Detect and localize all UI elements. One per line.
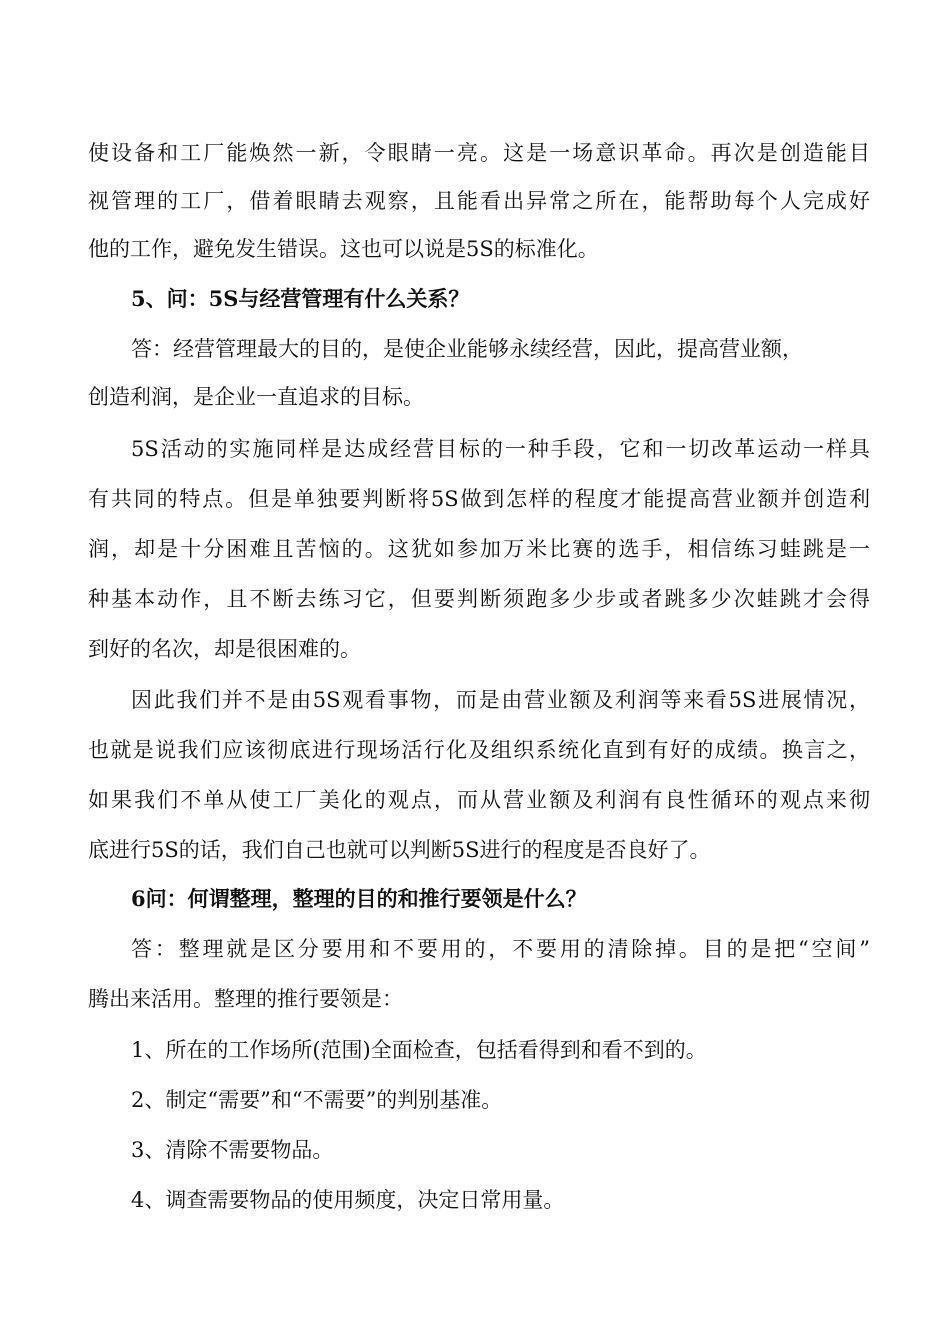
- list-item: 4、调查需要物品的使用频度，决定日常用量。: [131, 1188, 565, 1212]
- paragraph-line: 视管理的工厂，借着眼睛去观察，且能看出异常之所在，能帮助每个人完成好: [88, 189, 870, 213]
- paragraph-line: 他的工作，避免发生错误。这也可以说是5S的标准化。: [88, 237, 599, 261]
- paragraph-line: 5S活动的实施同样是达成经营目标的一种手段，它和一切改革运动一样具: [131, 437, 870, 461]
- paragraph-line: 因此我们并不是由5S观看事物，而是由营业额及利润等来看5S进展情况，: [131, 688, 870, 712]
- paragraph-line: 到好的名次，却是很困难的。: [88, 637, 361, 661]
- list-item: 2、制定“需要”和“不需要”的判别基准。: [131, 1088, 503, 1112]
- paragraph-line: 也就是说我们应该彻底进行现场活行化及组织系统化直到有好的成绩。换言之，: [88, 738, 870, 762]
- question-heading-6: 6问：何谓整理，整理的目的和推行要领是什么？: [131, 886, 587, 911]
- answer-line: 答：整理就是区分要用和不要用的，不要用的清除掉。目的是把“空间”: [131, 937, 870, 961]
- paragraph-line: 如果我们不单从使工厂美化的观点，而从营业额及利润有良性循环的观点来彻: [88, 788, 870, 812]
- question-heading-5: 5、问：5S与经营管理有什么关系？: [131, 286, 470, 311]
- answer-line: 创造利润，是企业一直追求的目标。: [88, 385, 424, 409]
- list-item: 3、清除不需要物品。: [131, 1138, 334, 1162]
- paragraph-line: 润，却是十分困难且苦恼的。这犹如参加万米比赛的选手，相信练习蛙跳是一: [88, 537, 870, 561]
- paragraph-line: 种基本动作，且不断去练习它，但要判断须跑多少步或者跳多少次蛙跳才会得: [88, 587, 870, 611]
- list-item: 1、所在的工作场所(范围)全面检查，包括看得到和看不到的。: [131, 1038, 707, 1062]
- paragraph-line: 使设备和工厂能焕然一新，令眼睛一亮。这是一场意识革命。再次是创造能目: [88, 141, 870, 165]
- answer-line: 答：经营管理最大的目的，是使企业能够永续经营，因此，提高营业额，: [131, 337, 803, 361]
- paragraph-line: 底进行5S的话，我们自己也就可以判断5S进行的程度是否良好了。: [88, 838, 711, 862]
- answer-line: 腾出来活用。整理的推行要领是：: [88, 987, 403, 1011]
- paragraph-line: 有共同的特点。但是单独要判断将5S做到怎样的程度才能提高营业额并创造利: [88, 487, 870, 511]
